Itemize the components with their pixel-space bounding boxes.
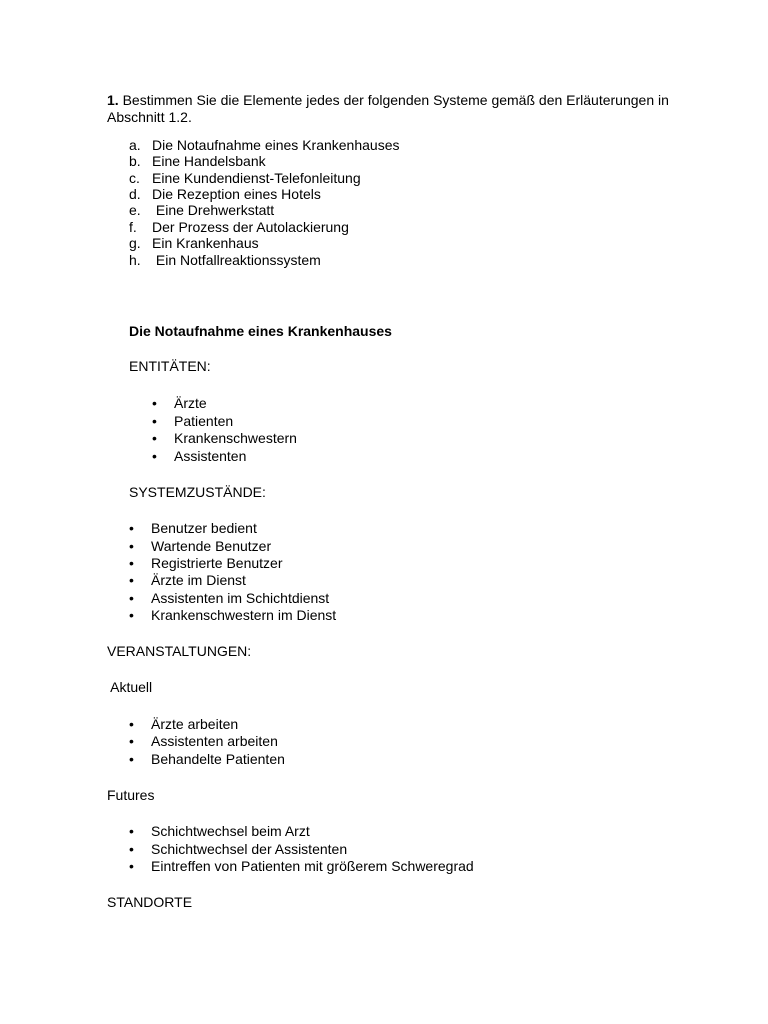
list-item	[129, 716, 238, 733]
list-item-label: a.	[129, 137, 141, 153]
list-item-text: Krankenschwestern im Dienst	[151, 607, 337, 623]
list-item	[129, 733, 278, 750]
list-item-text: Ärzte im Dienst	[151, 572, 246, 588]
list-item-text: Registrierte Benutzer	[151, 555, 283, 571]
list-item-text: Wartende Benutzer	[151, 538, 272, 554]
bullet-icon: •	[129, 751, 134, 767]
list-item	[152, 430, 297, 447]
list-item	[129, 538, 271, 555]
bullet-icon: •	[152, 413, 157, 429]
bullet-icon: •	[152, 448, 157, 464]
list-item-text: Assistenten	[174, 448, 247, 464]
bullet-icon: •	[129, 841, 134, 857]
states-heading: SYSTEMZUSTÄNDE:	[129, 484, 266, 500]
list-item-text: Benutzer bedient	[151, 520, 257, 536]
bullet-icon: •	[129, 858, 134, 874]
list-item-label: g.	[129, 235, 141, 251]
list-item-text: Ärzte	[174, 395, 207, 411]
list-item	[129, 252, 321, 269]
list-item-text: Ein Krankenhaus	[152, 235, 259, 251]
list-item-text: Eine Drehwerkstatt	[152, 202, 275, 218]
list-item-label: f.	[129, 219, 137, 235]
list-item	[129, 841, 347, 858]
list-item-text: Eine Handelsbank	[152, 153, 266, 169]
list-item-label: b.	[129, 153, 141, 169]
list-item-text: Der Prozess der Autolackierung	[152, 219, 349, 235]
section-title: Die Notaufnahme eines Krankenhauses	[129, 323, 392, 339]
list-item-text: Assistenten im Schichtdienst	[151, 590, 330, 606]
list-item	[129, 153, 266, 170]
list-item-label: h.	[129, 252, 141, 268]
list-item	[129, 607, 336, 624]
bullet-icon: •	[129, 572, 134, 588]
list-item	[129, 235, 259, 252]
list-item	[129, 520, 257, 537]
question-paragraph	[107, 92, 687, 125]
list-item-text: Patienten	[174, 413, 234, 429]
list-item-text: Behandelte Patienten	[151, 751, 285, 767]
question-number: 1.	[107, 92, 119, 108]
list-item	[129, 572, 246, 589]
bullet-icon: •	[152, 395, 157, 411]
list-item	[129, 186, 321, 203]
list-item	[129, 219, 349, 236]
list-item	[152, 448, 246, 465]
list-item-label: e.	[129, 202, 141, 218]
bullet-icon: •	[129, 733, 134, 749]
current-heading: Aktuell	[107, 679, 153, 695]
list-item	[129, 137, 400, 154]
bullet-icon: •	[129, 716, 134, 732]
list-item	[152, 413, 233, 430]
list-item-label: d.	[129, 186, 141, 202]
question-text: Bestimmen Sie die Elemente jedes der folgenden Systeme gemäß den Erläuterungen in Abschnitt 1.2.	[107, 92, 669, 125]
locations-heading: STANDORTE	[107, 894, 193, 910]
bullet-icon: •	[129, 590, 134, 606]
bullet-icon: •	[129, 823, 134, 839]
list-item-text: Ein Notfallreaktionssystem	[152, 252, 321, 268]
list-item-text: Die Rezeption eines Hotels	[152, 186, 321, 202]
list-item-text: Schichtwechsel beim Arzt	[151, 823, 310, 839]
list-item-text: Eintreffen von Patienten mit größerem Schweregrad	[151, 858, 474, 874]
entities-heading: ENTITÄTEN:	[129, 358, 211, 374]
list-item	[129, 823, 310, 840]
list-item-text: Krankenschwestern	[174, 430, 297, 446]
list-item	[129, 202, 274, 219]
list-item-text: Schichtwechsel der Assistenten	[151, 841, 348, 857]
bullet-icon: •	[129, 538, 134, 554]
list-item	[129, 751, 285, 768]
list-item	[129, 590, 329, 607]
bullet-icon: •	[129, 607, 134, 623]
list-item	[152, 395, 207, 412]
list-item	[129, 170, 361, 187]
futures-heading: Futures	[107, 787, 155, 803]
list-item-text: Assistenten arbeiten	[151, 733, 278, 749]
list-item-text: Die Notaufnahme eines Krankenhauses	[152, 137, 400, 153]
bullet-icon: •	[129, 555, 134, 571]
bullet-icon: •	[152, 430, 157, 446]
list-item-label: c.	[129, 170, 140, 186]
events-heading: VERANSTALTUNGEN:	[107, 643, 252, 659]
bullet-icon: •	[129, 520, 134, 536]
list-item-text: Eine Kundendienst-Telefonleitung	[152, 170, 361, 186]
list-item	[129, 858, 474, 875]
list-item	[129, 555, 283, 572]
list-item-text: Ärzte arbeiten	[151, 716, 239, 732]
